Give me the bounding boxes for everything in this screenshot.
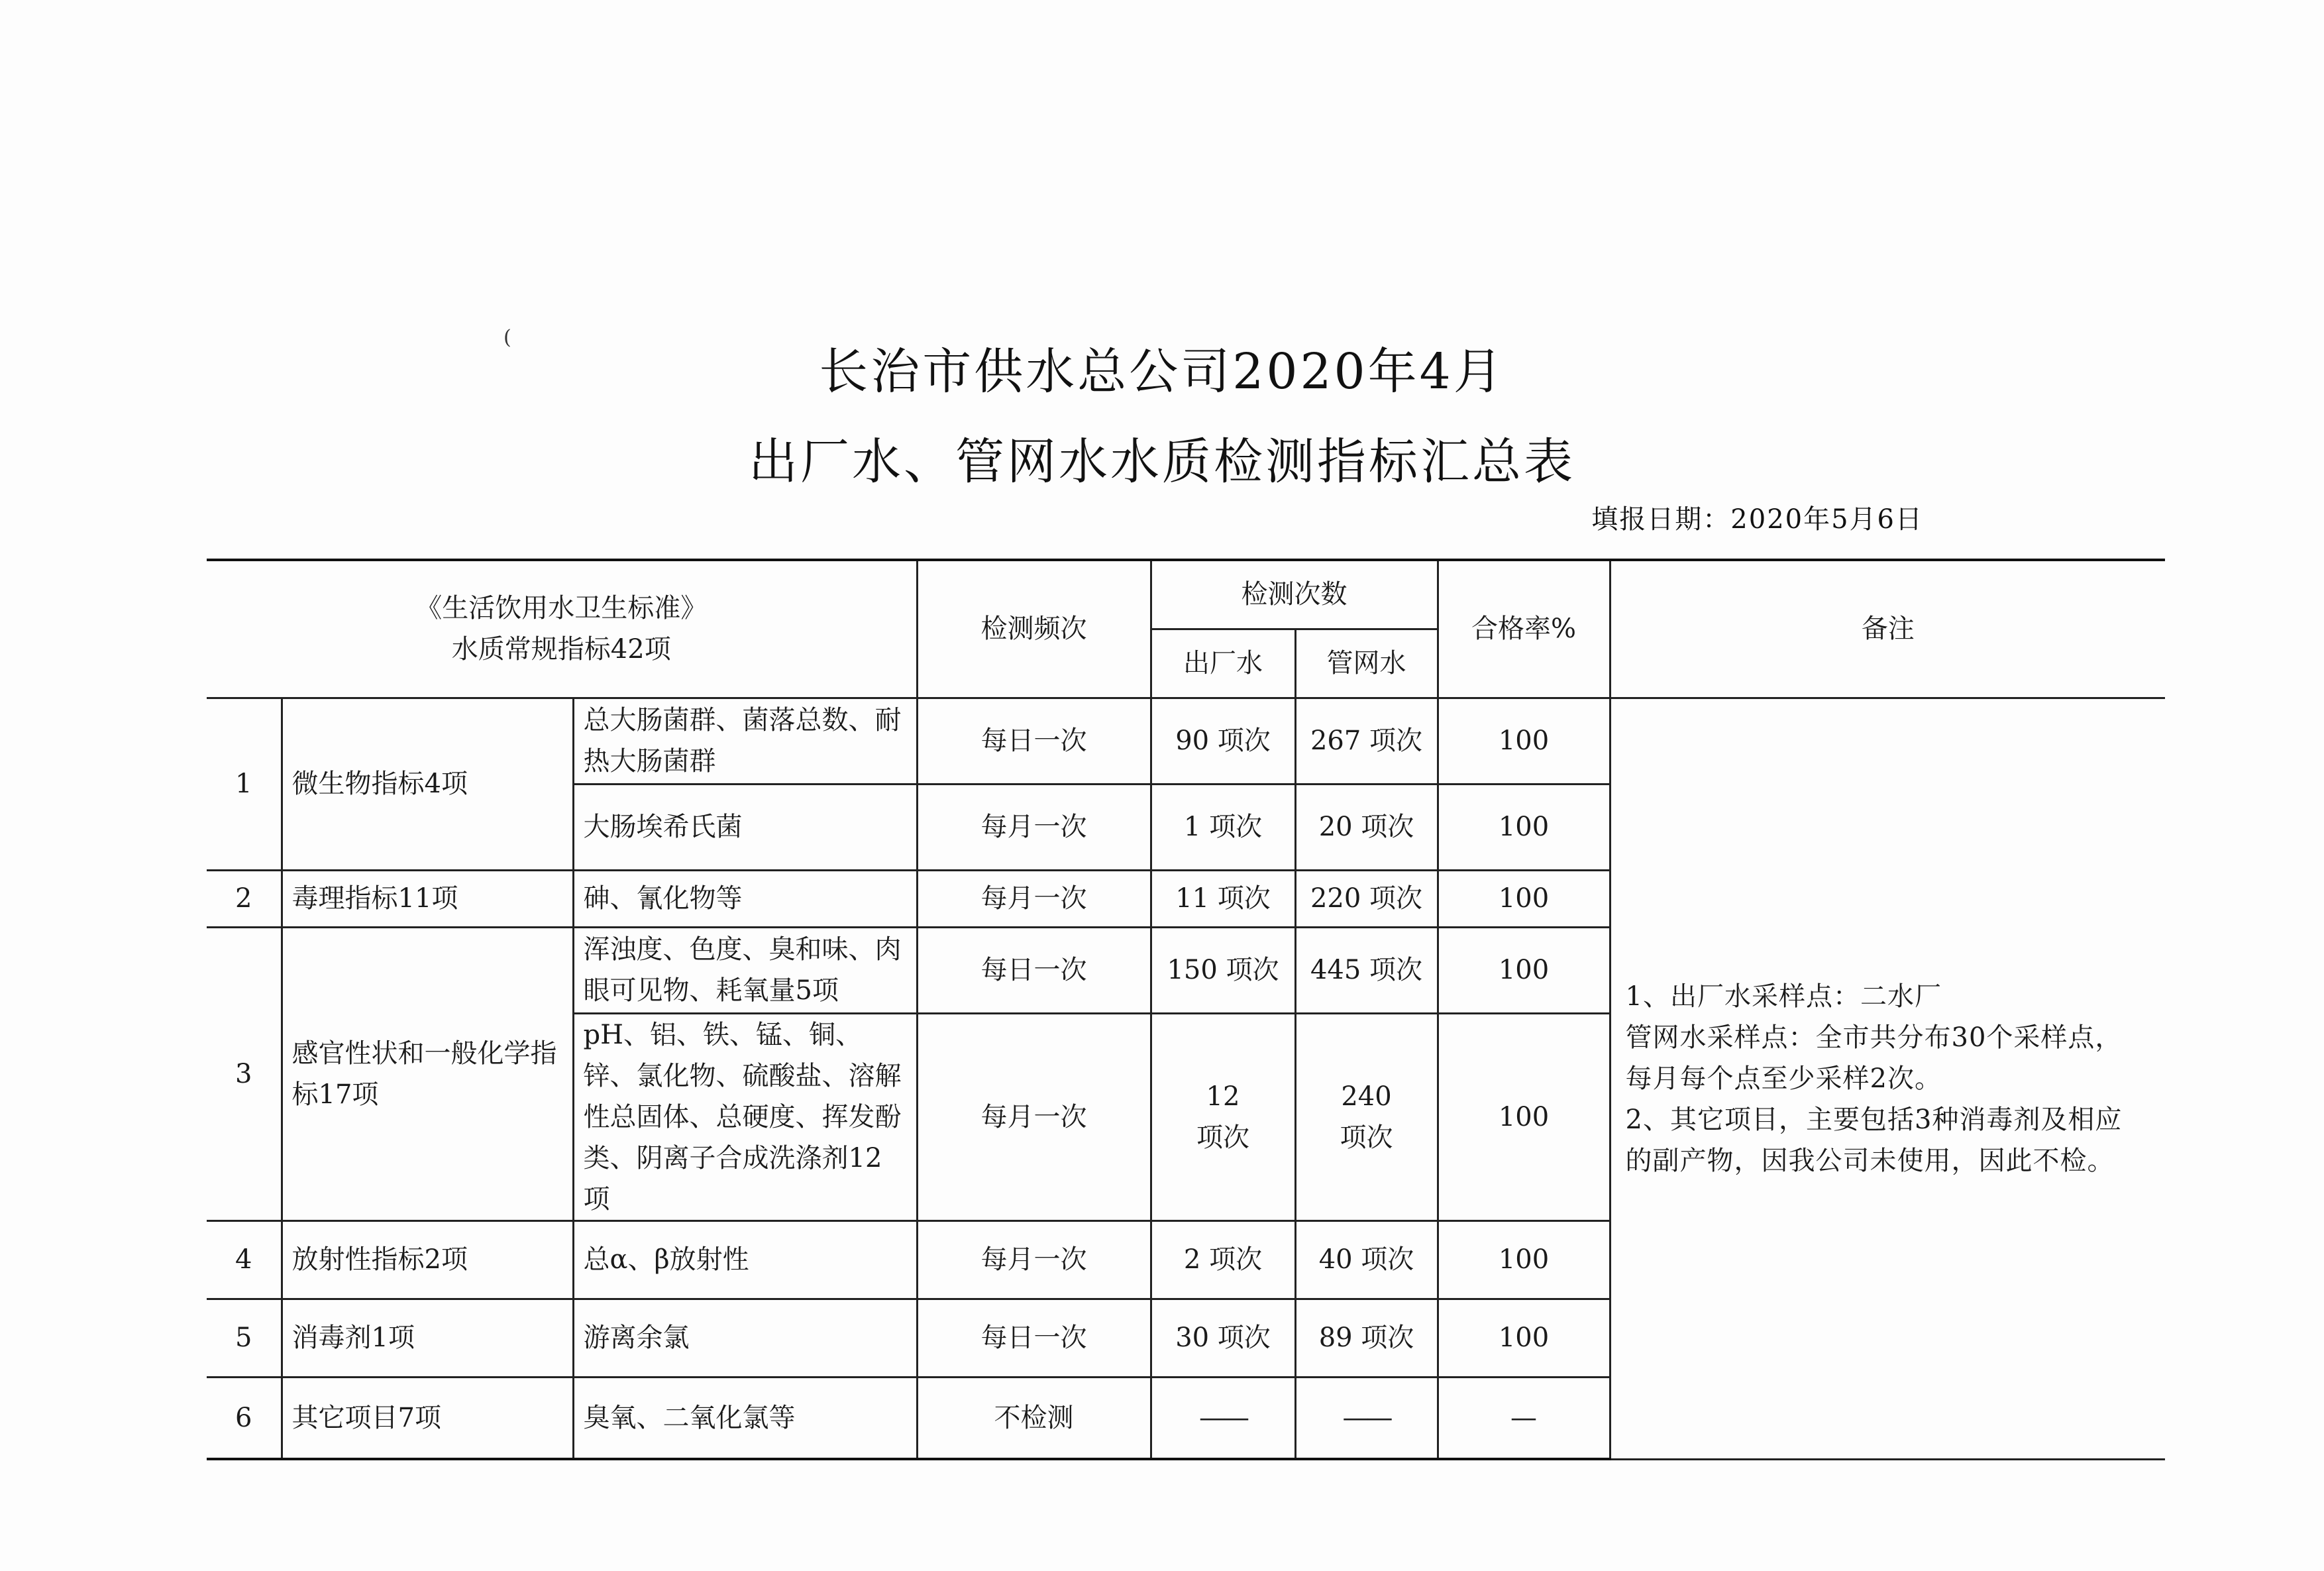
- fill-date: 填报日期：2020年5月6日: [1591, 504, 1923, 535]
- pipe-count-cell: 445 项次: [1295, 927, 1438, 1013]
- pipe-count-unit: 项次: [1340, 1122, 1393, 1153]
- factory-count-cell: ——: [1151, 1377, 1295, 1459]
- water-quality-table: [207, 559, 2165, 1460]
- frequency-cell: 不检测: [917, 1377, 1151, 1459]
- category-cell: 感官性状和一般化学指标17项: [282, 927, 573, 1220]
- remark-line: 1、出厂水采样点：二水厂: [1625, 981, 1942, 1012]
- factory-count-cell: 1 项次: [1151, 784, 1295, 870]
- pipe-count-cell: ——: [1295, 1377, 1438, 1459]
- remark-line: 2、其它项目，主要包括3种消毒剂及相应: [1625, 1104, 2123, 1135]
- category-cell: 毒理指标11项: [282, 870, 573, 927]
- category-cell: 微生物指标4项: [282, 698, 573, 870]
- standard-header-line1: 《生活饮用水卫生标准》: [415, 593, 708, 624]
- pipe-count-cell: 89 项次: [1295, 1299, 1438, 1377]
- title-line-1: 长治市供水总公司2020年4月: [819, 343, 1505, 400]
- category-cell: 消毒剂1项: [282, 1299, 573, 1377]
- factory-count-cell: [1151, 1013, 1295, 1220]
- indicators-cell: pH、铝、铁、锰、铜、锌、氯化物、硫酸盐、溶解性总固体、总硬度、挥发酚类、阴离子合成洗涤剂12项: [573, 1013, 917, 1220]
- frequency-cell: 每月一次: [917, 1220, 1151, 1299]
- pipe-water-header: 管网水: [1295, 629, 1438, 698]
- indicators-cell: 总大肠菌群、菌落总数、耐热大肠菌群: [573, 698, 917, 784]
- row-number: 3: [207, 927, 282, 1220]
- factory-count-unit: 项次: [1196, 1122, 1249, 1153]
- remarks-header: 备注: [1610, 560, 2165, 698]
- remark-line: 管网水采样点：全市共分布30个采样点，: [1625, 1022, 2123, 1053]
- frequency-header: 检测频次: [917, 560, 1151, 698]
- frequency-cell: 每日一次: [917, 698, 1151, 784]
- pass-rate-cell: 100: [1438, 698, 1610, 784]
- pipe-count-cell: 40 项次: [1295, 1220, 1438, 1299]
- row-number: 6: [207, 1377, 282, 1459]
- row-number: 4: [207, 1220, 282, 1299]
- stray-mark: (: [503, 326, 511, 349]
- factory-count-cell: 90 项次: [1151, 698, 1295, 784]
- factory-count-cell: 11 项次: [1151, 870, 1295, 927]
- category-cell: 放射性指标2项: [282, 1220, 573, 1299]
- frequency-cell: 每日一次: [917, 1299, 1151, 1377]
- indicators-cell: 臭氧、二氧化氯等: [573, 1377, 917, 1459]
- pass-rate-cell: —: [1438, 1377, 1610, 1459]
- pass-rate-cell: 100: [1438, 784, 1610, 870]
- pipe-count-cell: [1295, 1013, 1438, 1220]
- factory-count-value: 12: [1206, 1081, 1240, 1112]
- remark-line: 的副产物，因我公司未使用，因此不检。: [1625, 1145, 2115, 1176]
- pass-rate-cell: 100: [1438, 870, 1610, 927]
- remarks-cell: [1610, 698, 2165, 1459]
- pass-rate-header: 合格率%: [1438, 560, 1610, 698]
- pass-rate-cell: 100: [1438, 1013, 1610, 1220]
- frequency-cell: 每月一次: [917, 784, 1151, 870]
- remark-line: 每月每个点至少采样2次。: [1625, 1063, 1942, 1094]
- frequency-cell: 每月一次: [917, 870, 1151, 927]
- indicators-cell: 浑浊度、色度、臭和味、肉眼可见物、耗氧量5项: [573, 927, 917, 1013]
- indicators-cell: 总α、β放射性: [573, 1220, 917, 1299]
- indicators-cell: 砷、氰化物等: [573, 870, 917, 927]
- standard-header-line2: 水质常规指标42项: [451, 634, 671, 665]
- frequency-cell: 每日一次: [917, 927, 1151, 1013]
- row-number: 2: [207, 870, 282, 927]
- pass-rate-cell: 100: [1438, 1220, 1610, 1299]
- frequency-cell: 每月一次: [917, 1013, 1151, 1220]
- pipe-count-cell: 20 项次: [1295, 784, 1438, 870]
- table-row: [207, 698, 2165, 784]
- factory-count-cell: 30 项次: [1151, 1299, 1295, 1377]
- standard-header: [207, 560, 917, 698]
- pass-rate-cell: 100: [1438, 927, 1610, 1013]
- pipe-count-value: 240: [1341, 1081, 1392, 1112]
- category-cell: 其它项目7项: [282, 1377, 573, 1459]
- pipe-count-cell: 220 项次: [1295, 870, 1438, 927]
- row-number: 1: [207, 698, 282, 870]
- pipe-count-cell: 267 项次: [1295, 698, 1438, 784]
- factory-count-cell: 2 项次: [1151, 1220, 1295, 1299]
- indicators-cell: 游离余氯: [573, 1299, 917, 1377]
- title-line-2: 出厂水、管网水水质检测指标汇总表: [749, 433, 1575, 490]
- row-number: 5: [207, 1299, 282, 1377]
- factory-count-cell: 150 项次: [1151, 927, 1295, 1013]
- indicators-cell: 大肠埃希氏菌: [573, 784, 917, 870]
- pass-rate-cell: 100: [1438, 1299, 1610, 1377]
- header-row-1: [207, 560, 2165, 629]
- factory-water-header: 出厂水: [1151, 629, 1295, 698]
- count-header: 检测次数: [1151, 560, 1438, 629]
